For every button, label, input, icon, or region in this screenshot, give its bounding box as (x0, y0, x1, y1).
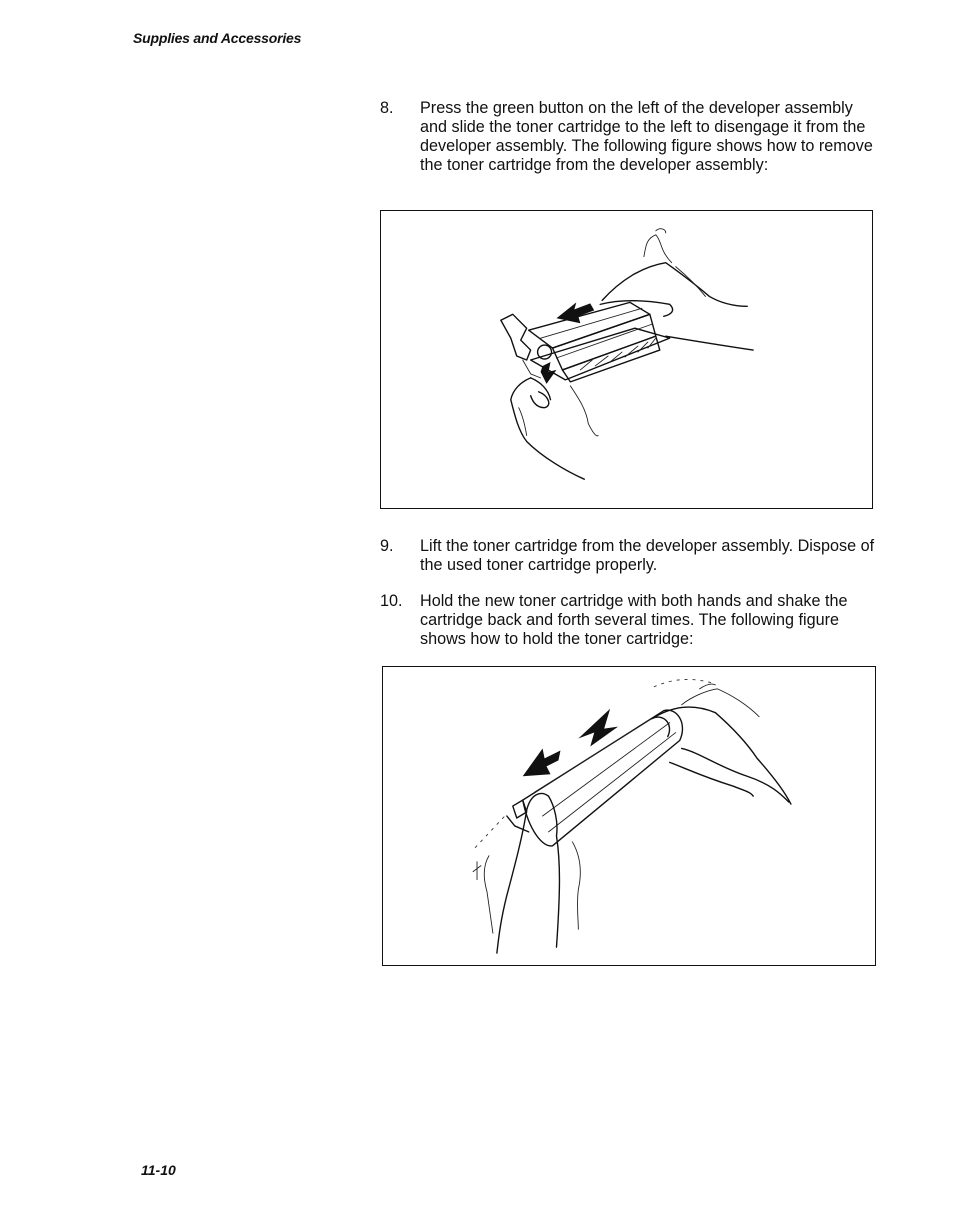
step-number: 9. (380, 537, 394, 555)
step-text: Hold the new toner cartridge with both hands and shake the cartridge back and forth several times. The following figure shows how to hold the toner cartridge: (420, 592, 848, 648)
step-text: Lift the toner cartridge from the developer assembly. Dispose of the used toner cartridge properly. (420, 537, 875, 574)
figure-shake-toner-cartridge (382, 666, 876, 966)
step-8 (380, 99, 880, 175)
step-9 (380, 537, 880, 575)
remove-toner-cartridge-illustration-icon (381, 211, 872, 508)
figure-remove-toner-cartridge (380, 210, 873, 509)
page-number: 11-10 (141, 1162, 176, 1178)
step-number: 8. (380, 99, 394, 117)
shake-toner-cartridge-illustration-icon (383, 667, 875, 965)
step-text: Press the green button on the left of the developer assembly and slide the toner cartridge to the left to disengage it from the developer assembly. The following figure shows how to remove the toner cartridge from the developer assembly: (420, 99, 873, 174)
running-head: Supplies and Accessories (133, 30, 302, 46)
step-number: 10. (380, 592, 403, 610)
step-10 (380, 592, 880, 649)
